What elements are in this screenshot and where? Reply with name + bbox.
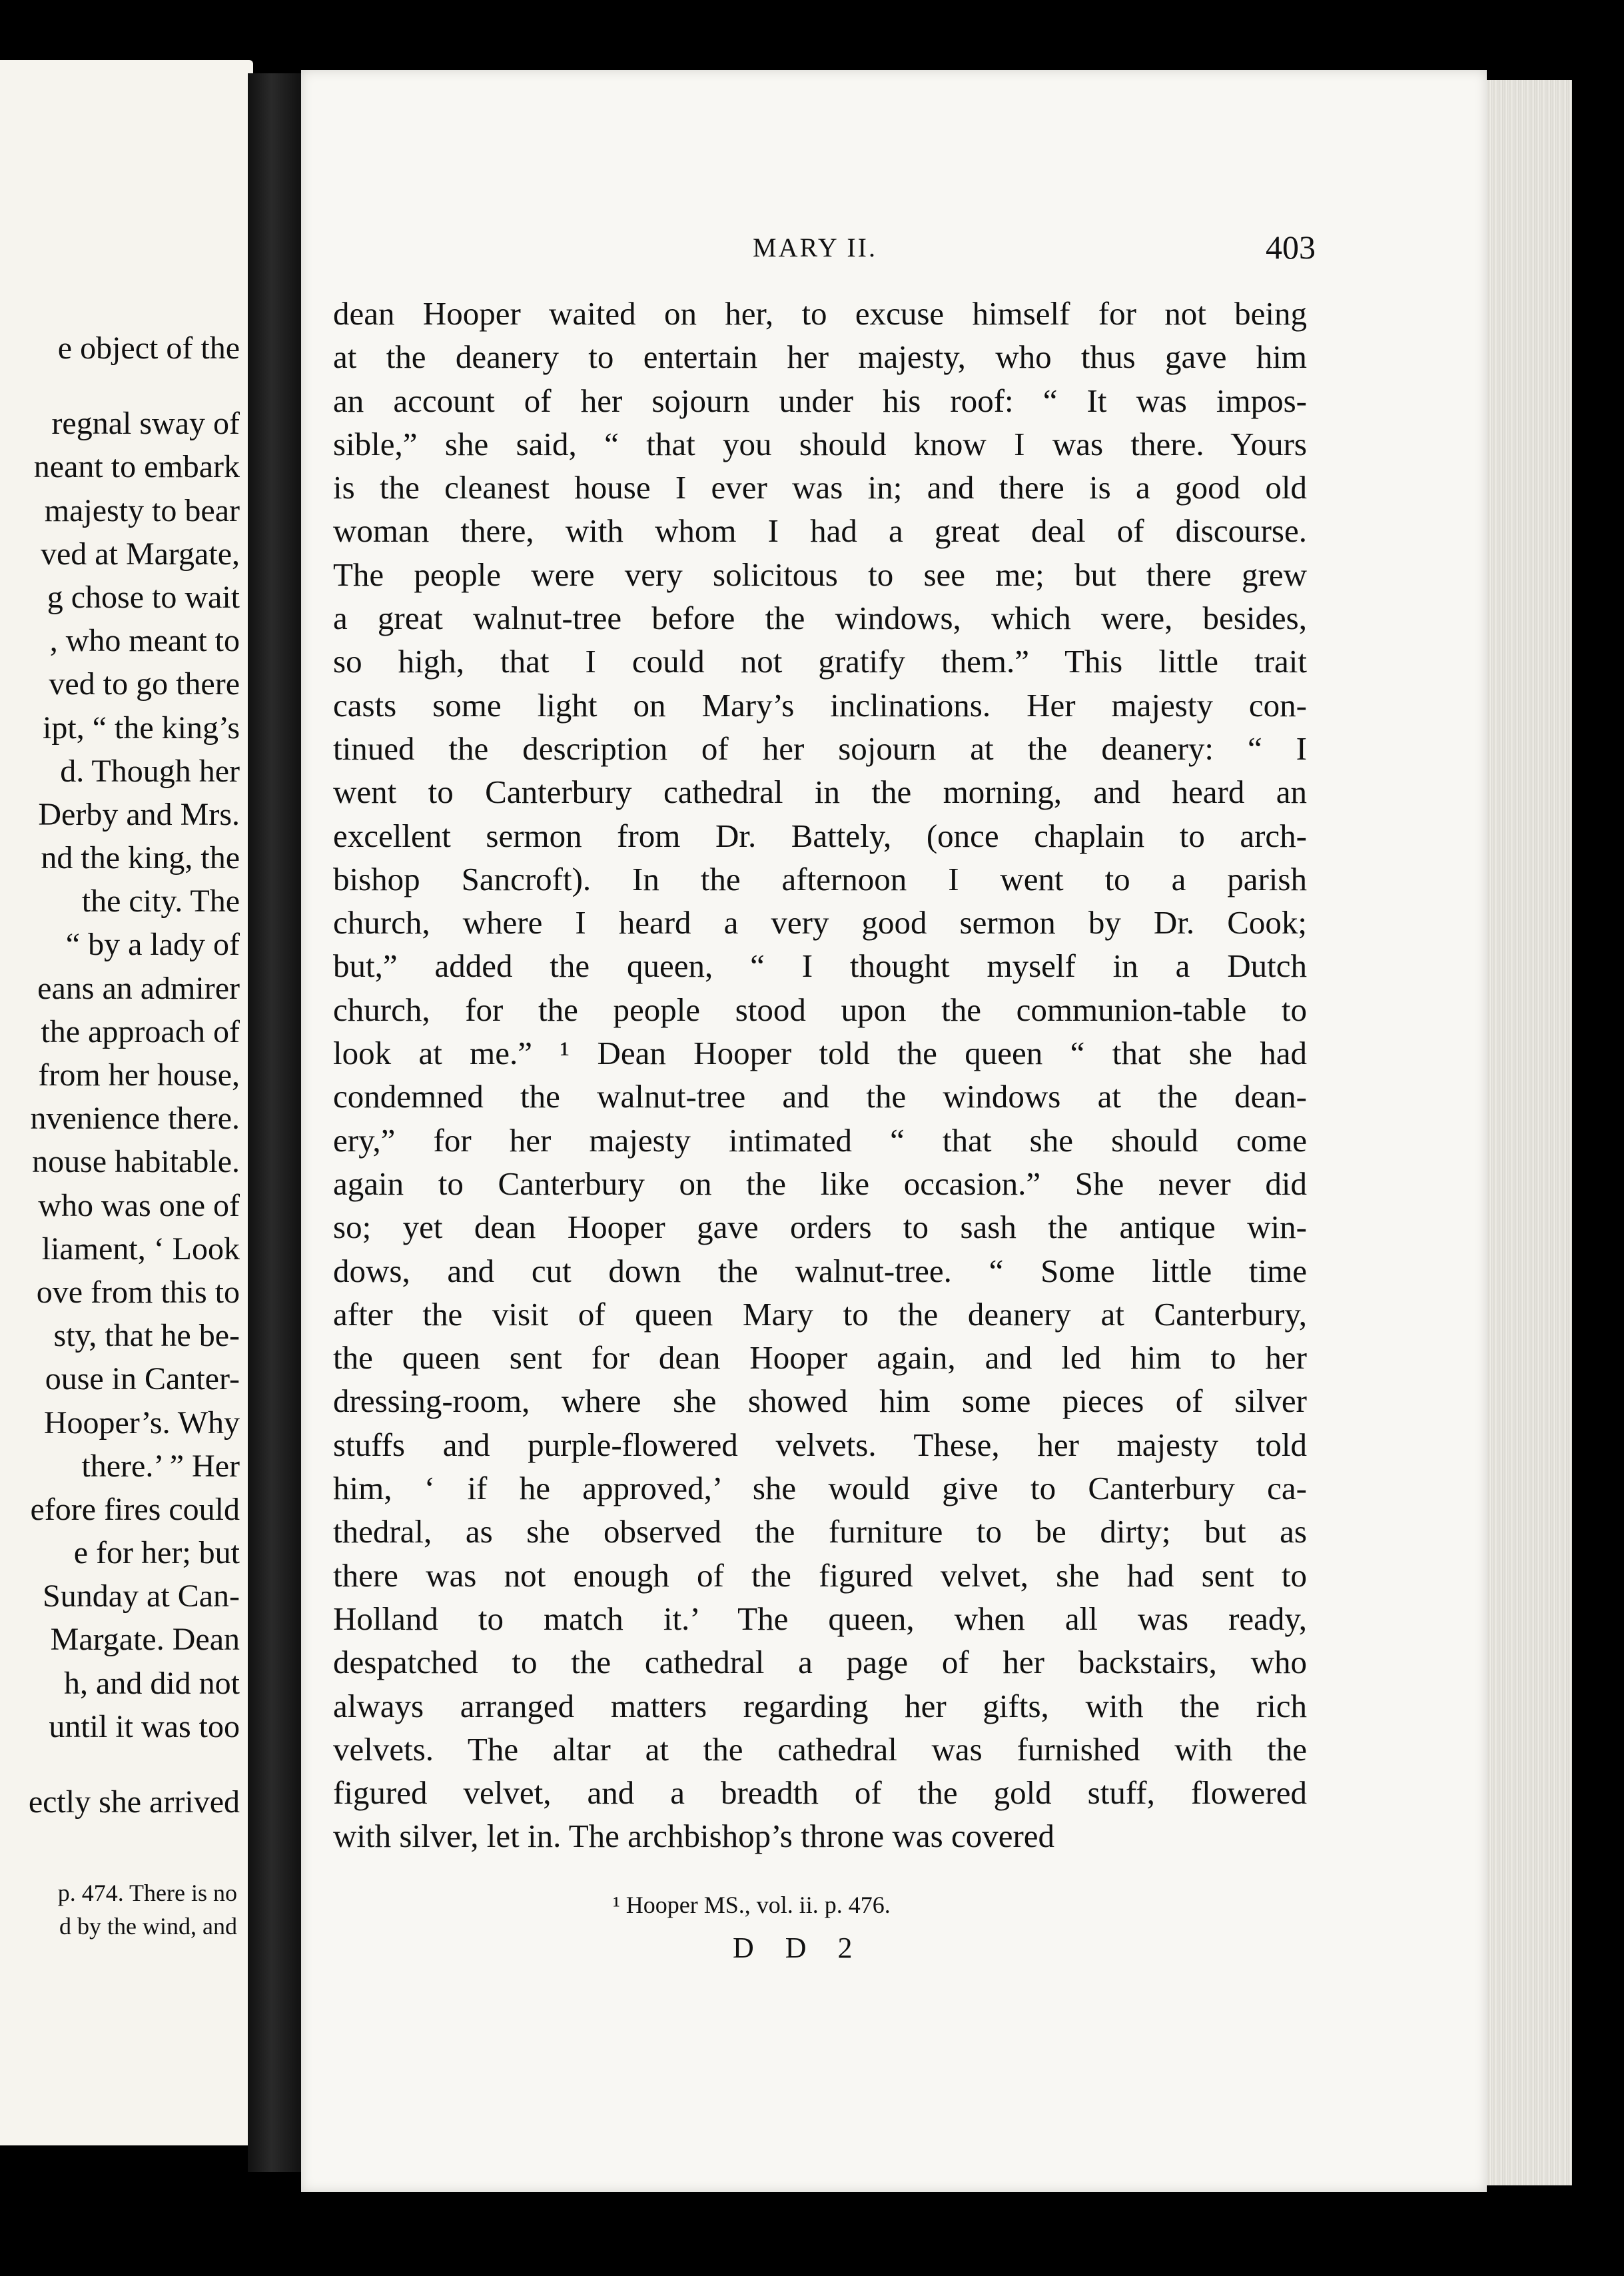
left-line: until it was too bbox=[49, 1708, 240, 1744]
text-line: church, for the people stood upon the communion-table to bbox=[333, 991, 1307, 1028]
left-line: ipt, “ the king’s bbox=[43, 710, 240, 746]
left-line: “ by a lady of bbox=[65, 927, 240, 963]
text-line: stuffs and purple-flowered velvets. These, her majesty told bbox=[333, 1426, 1307, 1463]
text-line: but,” added the queen, “ I thought myself in a Dutch bbox=[333, 947, 1307, 985]
left-line: d. Though her bbox=[60, 753, 240, 789]
left-line: liament, ‘ Look bbox=[41, 1231, 240, 1267]
left-line: Margate. Dean bbox=[50, 1622, 240, 1658]
text-line: there was not enough of the figured velvet, she had sent to bbox=[333, 1556, 1307, 1594]
text-line: an account of her sojourn under his roof: “ It was impos- bbox=[333, 382, 1307, 419]
left-line: ved at Margate, bbox=[41, 536, 240, 572]
left-line: nd the king, the bbox=[41, 840, 240, 876]
text-line: thedral, as she observed the furniture to be dirty; but as bbox=[333, 1513, 1307, 1550]
text-line: excellent sermon from Dr. Battely, (once chaplain to arch- bbox=[333, 817, 1307, 854]
book-gutter bbox=[248, 73, 308, 2172]
signature-mark: D D 2 bbox=[733, 1932, 865, 1964]
text-line: sible,” she said, “ that you should know I was there. Yours bbox=[333, 425, 1307, 462]
text-line: dows, and cut down the walnut-tree. “ Some little time bbox=[333, 1252, 1307, 1289]
text-line: The people were very solicitous to see me; but there grew bbox=[333, 556, 1307, 593]
left-line: Hooper’s. Why bbox=[43, 1405, 240, 1440]
left-line: sty, that he be- bbox=[53, 1318, 240, 1354]
left-line: ved to go there bbox=[49, 666, 240, 702]
left-line-gap bbox=[0, 370, 240, 402]
left-line: nvenience there. bbox=[30, 1101, 240, 1137]
text-line: so; yet dean Hooper gave orders to sash the antique win- bbox=[333, 1209, 1307, 1246]
left-line: nouse habitable. bbox=[32, 1144, 240, 1180]
text-line: the queen sent for dean Hooper again, and led him to her bbox=[333, 1339, 1307, 1377]
left-line: the city. The bbox=[81, 883, 240, 919]
left-line: ouse in Canter- bbox=[45, 1361, 240, 1397]
left-line: the approach of bbox=[41, 1013, 240, 1049]
left-line: e for her; but bbox=[73, 1535, 240, 1571]
left-line: ectly she arrived bbox=[28, 1784, 240, 1820]
text-line: look at me.” ¹ Dean Hooper told the queen “ that she had bbox=[333, 1035, 1307, 1072]
text-line: after the visit of queen Mary to the deanery at Canterbury, bbox=[333, 1295, 1307, 1333]
text-line: him, ‘ if he approved,’ she would give to Canterbury ca- bbox=[333, 1470, 1307, 1507]
text-line: dressing-room, where she showed him some pieces of silver bbox=[333, 1383, 1307, 1420]
left-line: ove from this to bbox=[36, 1274, 240, 1310]
text-line: at the deanery to entertain her majesty, who thus gave him bbox=[333, 338, 1307, 376]
text-line: condemned the walnut-tree and the windows at the dean- bbox=[333, 1078, 1307, 1115]
left-line-gap bbox=[0, 1748, 240, 1780]
text-line: is the cleanest house I ever was in; and there is a good old bbox=[333, 469, 1307, 506]
left-page-text bbox=[0, 326, 240, 1824]
text-line: woman there, with whom I had a great deal of discourse. bbox=[333, 512, 1307, 550]
left-line: majesty to bear bbox=[44, 492, 240, 528]
body-text bbox=[333, 292, 1307, 1858]
text-line: with silver, let in. The archbishop’s throne was covered bbox=[333, 1818, 1055, 1855]
left-page-footnotes bbox=[0, 1876, 237, 1943]
left-line: h, and did not bbox=[64, 1665, 240, 1701]
left-line: g chose to wait bbox=[47, 579, 240, 615]
page-number: 403 bbox=[1266, 229, 1316, 266]
left-line: regnal sway of bbox=[51, 406, 240, 442]
left-line: neant to embark bbox=[33, 449, 240, 485]
left-line: Derby and Mrs. bbox=[38, 796, 240, 832]
left-line: efore fires could bbox=[30, 1491, 240, 1527]
text-line: again to Canterbury on the like occasion.” She never did bbox=[333, 1165, 1307, 1202]
text-line: dean Hooper waited on her, to excuse himself for not being bbox=[333, 295, 1307, 332]
left-note-line: d by the wind, and bbox=[59, 1913, 237, 1940]
left-line: who was one of bbox=[38, 1187, 240, 1223]
left-line: from her house, bbox=[38, 1057, 240, 1093]
text-line: bishop Sancroft). In the afternoon I went to a parish bbox=[333, 860, 1307, 897]
footnote: ¹ Hooper MS., vol. ii. p. 476. bbox=[613, 1892, 891, 1918]
running-head: MARY II. bbox=[753, 233, 877, 263]
left-facing-page bbox=[0, 60, 253, 2145]
text-line: Holland to match it.’ The queen, when all was ready, bbox=[333, 1600, 1307, 1637]
text-line: so high, that I could not gratify them.” This little trait bbox=[333, 643, 1307, 680]
left-line: , who meant to bbox=[49, 623, 240, 659]
text-line: ery,” for her majesty intimated “ that she should come bbox=[333, 1121, 1307, 1159]
text-line: velvets. The altar at the cathedral was furnished with the bbox=[333, 1730, 1307, 1768]
left-note-line: p. 474. There is no bbox=[57, 1880, 237, 1906]
text-line: despatched to the cathedral a page of her backstairs, who bbox=[333, 1644, 1307, 1681]
left-line: e object of the bbox=[57, 330, 240, 366]
text-line: went to Canterbury cathedral in the morning, and heard an bbox=[333, 774, 1307, 811]
left-line: there.’ ” Her bbox=[81, 1448, 240, 1484]
text-line: figured velvet, and a breadth of the gold stuff, flowered bbox=[333, 1774, 1307, 1812]
text-line: a great walnut-tree before the windows, which were, besides, bbox=[333, 600, 1307, 637]
text-line: always arranged matters regarding her gifts, with the rich bbox=[333, 1687, 1307, 1724]
left-line: Sunday at Can- bbox=[43, 1578, 240, 1614]
text-line: church, where I heard a very good sermon by Dr. Cook; bbox=[333, 904, 1307, 941]
left-line: eans an admirer bbox=[37, 970, 240, 1006]
text-line: tinued the description of her sojourn at the deanery: “ I bbox=[333, 730, 1307, 767]
text-line: casts some light on Mary’s inclinations. Her majesty con- bbox=[333, 686, 1307, 724]
